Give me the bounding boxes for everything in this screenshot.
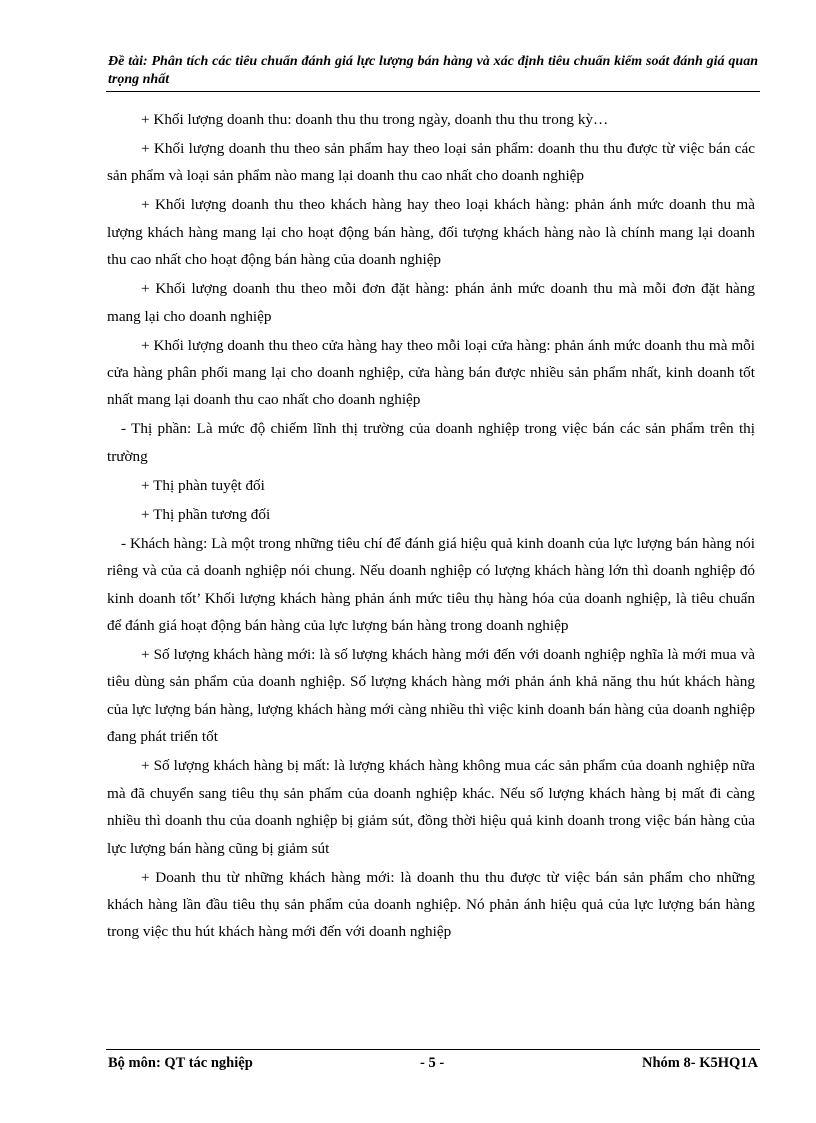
paragraph-lost-customers: + Số lượng khách hàng bị mất: là lượng khách hàng không mua các sản phẩm của doanh nghiệp nữa mà đã chuyển sang tiêu thụ sản phẩm của doanh nghiệp khác. Nếu số lượng khách hàng bị mất đi càng nhiều thì doanh thu của doanh nghiệp bị giảm sút, đồng thời hiệu quả kinh doanh trong việc bán hàng của lực lượng bán hàng cũng bị giảm sút bbox=[107, 757, 755, 857]
page-number: - 5 - bbox=[420, 1055, 445, 1071]
paragraph-revenue-customer: + Khối lượng doanh thu theo khách hàng hay theo loại khách hàng: phản ánh mức doanh thu mà lượng khách hàng mang lại cho hoạt động bán hàng, đối tượng khách hàng nào là chính mang lại doanh thu cao nhất cho hoạt động bán hàng của doanh nghiệp bbox=[107, 196, 755, 269]
paragraph-customers: - Khách hàng: Là một trong những tiêu chí để đánh giá hiệu quả kinh doanh của lực lượng bán hàng nói riêng và của cả doanh nghiệp nói chung. Nếu doanh nghiệp có lượng khách hàng lớn thì doanh nghiệp đó kinh doanh tốt’ Khối lượng khách hàng phản ánh mức tiêu thụ hàng hóa của doanh nghiệp, là tiêu chuẩn để đánh giá hoạt động bán hàng của lực lượng bán hàng trong doanh nghiệp bbox=[107, 534, 755, 635]
paragraph-revenue-store: + Khối lượng doanh thu theo cửa hàng hay theo mỗi loại cửa hàng: phản ánh mức doanh thu mà mỗi cửa hàng phân phối mang lại cho doanh nghiệp, cửa hàng bán được nhiều sản phẩm nhất, kinh doanh tốt nhất mang lại doanh thu cao nhất cho doanh nghiệp bbox=[107, 336, 755, 409]
footer-department: Bộ môn: QT tác nghiệp bbox=[108, 1055, 253, 1071]
paragraph-absolute-share: + Thị phàn tuyệt đối bbox=[141, 476, 265, 494]
paragraph-revenue-period: + Khối lượng doanh thu: doanh thu thu trong ngày, doanh thu thu trong kỳ… bbox=[141, 111, 609, 128]
footer-divider bbox=[106, 1049, 760, 1050]
header-divider bbox=[106, 91, 760, 92]
paragraph-new-customer-revenue: + Doanh thu từ những khách hàng mới: là doanh thu thu được từ việc bán sản phẩm cho những khách hàng lần đầu tiêu thụ sản phẩm của doanh nghiệp. Nó phản ánh hiệu quả của lực lượng bán hàng trong việc thu hút khách hàng mới đến với doanh nghiệp bbox=[107, 868, 755, 941]
paragraph-revenue-order: + Khối lượng doanh thu theo mỗi đơn đặt hàng: phán ảnh mức doanh thu mà mỗi đơn đặt hàng mang lại cho doanh nghiệp bbox=[107, 280, 755, 325]
document-body bbox=[107, 106, 755, 947]
page-footer bbox=[108, 1055, 758, 1075]
paragraph-new-customers: + Số lượng khách hàng mới: là số lượng khách hàng mới đến với doanh nghiệp nghĩa là mới mua và tiêu dùng sản phẩm của doanh nghiệp. Số lượng khách hàng mới phản ánh khả năng thu hút khách hàng của lực lượng bán hàng, lượng khách hàng mới càng nhiều thì việc kinh doanh bán hàng của doanh nghiệp đang phát triển tốt bbox=[107, 646, 755, 746]
paragraph-market-share: - Thị phần: Là mức độ chiếm lĩnh thị trường của doanh nghiệp trong việc bán các sản phẩm trên thị trường bbox=[107, 420, 755, 465]
paragraph-revenue-product: + Khối lượng doanh thu theo sản phẩm hay theo loại sản phẩm: doanh thu thu được từ việc bán các sản phẩm và loại sản phẩm nào mang lại doanh thu cao nhất cho doanh nghiệp bbox=[107, 140, 755, 185]
paragraph-relative-share: + Thị phần tương đối bbox=[141, 505, 271, 523]
footer-group: Nhóm 8- K5HQ1A bbox=[642, 1055, 758, 1071]
page-header-title: Đề tài: Phân tích các tiêu chuẩn đánh giá lực lượng bán hàng và xác định tiêu chuẩn kiểm soát đánh giá quan trọng nhất bbox=[108, 54, 758, 87]
